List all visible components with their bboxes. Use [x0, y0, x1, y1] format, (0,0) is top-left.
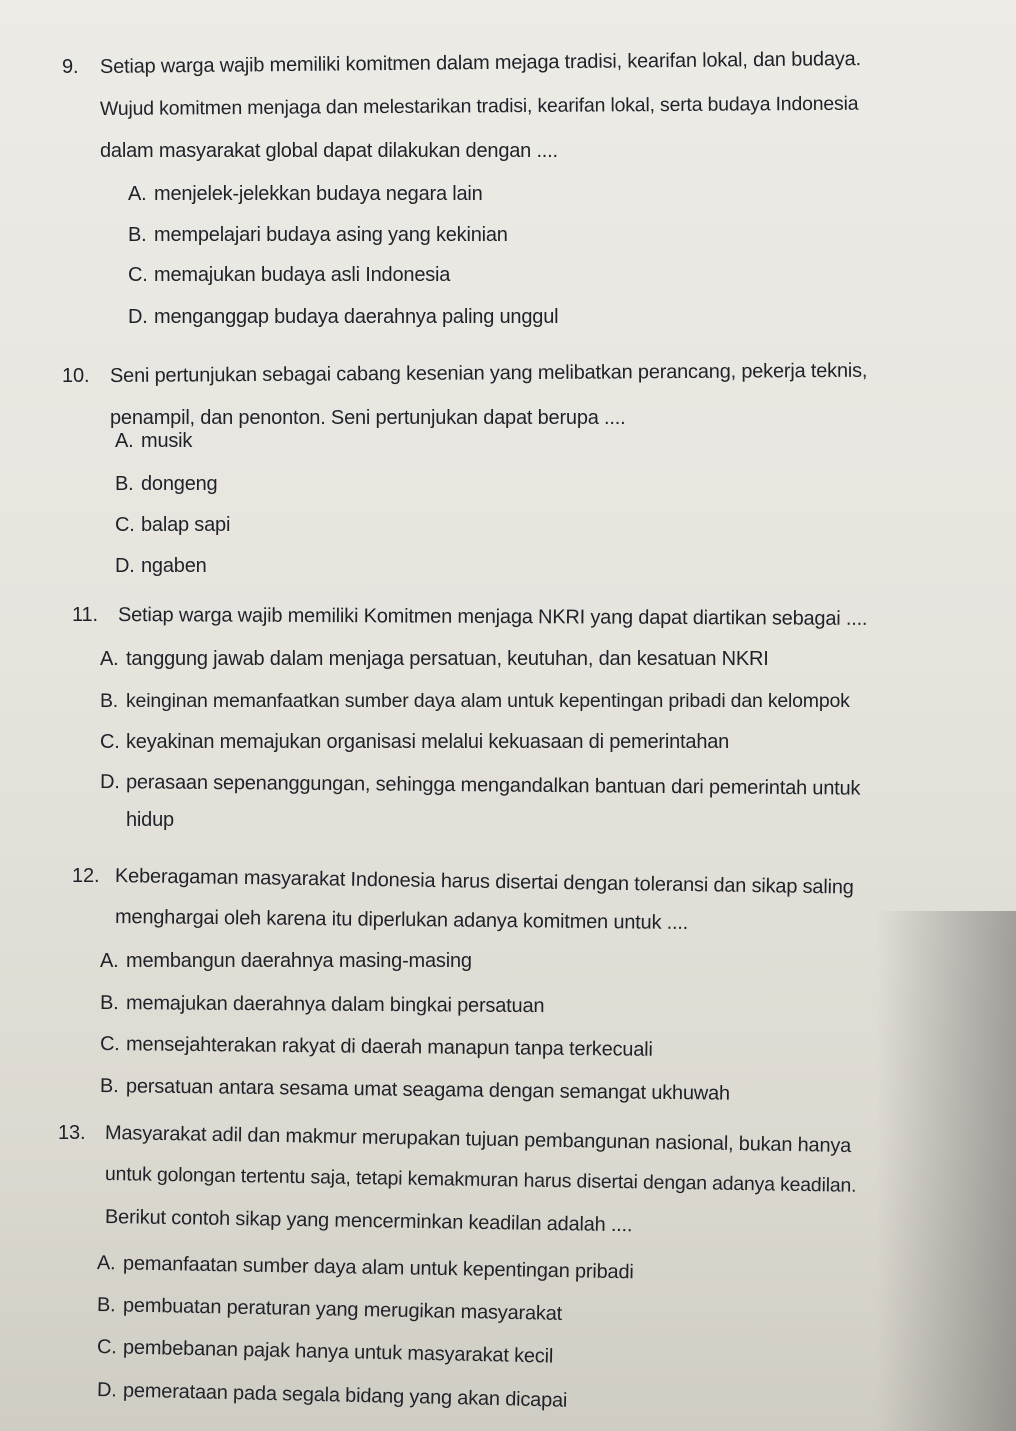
option-text: mempelajari budaya asing yang kekinian [154, 224, 508, 246]
question-stem-line: dalam masyarakat global dapat dilakukan dengan .... [100, 140, 558, 162]
option-text: menganggap budaya daerahnya paling unggul [154, 306, 559, 328]
question-stem-line: Setiap warga wajib memiliki Komitmen menjaga NKRI yang dapat diartikan sebagai .... [117, 604, 868, 630]
option-label: D. [96, 1379, 117, 1402]
option-d-continuation: hidup [126, 809, 174, 831]
option-label: C. [99, 1033, 120, 1056]
option-b[interactable] [97, 1294, 562, 1326]
option-d[interactable] [97, 1379, 568, 1413]
option-label: B. [99, 1075, 119, 1098]
option-a[interactable] [128, 183, 483, 206]
option-d[interactable] [100, 1075, 730, 1106]
option-label: A. [100, 648, 119, 670]
option-label: A. [115, 430, 134, 452]
option-c[interactable] [128, 264, 450, 287]
option-label: D. [128, 306, 148, 328]
option-b[interactable] [100, 690, 850, 713]
option-label: C. [100, 731, 120, 753]
option-text: keyakinan memajukan organisasi melalui kekuasaan di pemerintahan [126, 731, 730, 753]
option-text: perasaan sepenanggungan, sehingga mengandalkan bantuan dari pemerintah untuk [125, 771, 861, 800]
option-label: A. [100, 950, 119, 972]
question-stem-line: Berikut contoh sikap yang mencerminkan keadilan adalah .... [104, 1206, 633, 1237]
option-c[interactable] [115, 514, 230, 537]
option-label: B. [100, 690, 119, 712]
option-c[interactable] [100, 1033, 653, 1062]
option-label: A. [96, 1252, 116, 1275]
option-text: pembebanan pajak hanya untuk masyarakat kecil [122, 1336, 554, 1368]
option-d[interactable] [128, 306, 558, 329]
option-a[interactable] [97, 1252, 634, 1284]
option-text: membangun daerahnya masing-masing [126, 950, 472, 972]
option-text: memajukan budaya asli Indonesia [154, 264, 451, 286]
option-text: mensejahterakan rakyat di daerah manapun tanpa terkecuali [125, 1033, 653, 1061]
question-stem-line: Wujud komitmen menjaga dan melestarikan tradisi, kearifan lokal, serta budaya Indonesia [99, 92, 859, 120]
option-a[interactable] [100, 950, 472, 973]
option-d[interactable] [100, 771, 860, 801]
option-text: tanggung jawab dalam menjaga persatuan, keutuhan, dan kesatuan NKRI [126, 648, 769, 670]
question-stem-line: penampil, dan penonton. Seni pertunjukan dapat berupa .... [110, 407, 626, 429]
option-text: keinginan memanfaatkan sumber daya alam untuk kepentingan pribadi dan kelompok [126, 690, 850, 712]
option-text: pemanfaatan sumber daya alam untuk kepentingan pribadi [122, 1252, 634, 1284]
option-label: B. [115, 473, 134, 495]
option-a[interactable] [100, 648, 769, 671]
question-stem-line: Keberagaman masyarakat Indonesia harus disertai dengan toleransi dan sikap saling [114, 865, 854, 899]
question-number: 13. [58, 1122, 86, 1144]
option-label: B. [99, 992, 119, 1015]
option-label: C. [96, 1336, 117, 1359]
question-stem-line: untuk golongan tertentu saja, tetapi kemakmuran harus disertai dengan adanya keadilan. [104, 1163, 857, 1197]
option-text: pemerataan pada segala bidang yang akan dicapai [122, 1379, 568, 1412]
option-label: B. [96, 1294, 116, 1317]
question-stem-line: Seni pertunjukan sebagai cabang kesenian yang melibatkan perancang, pekerja teknis, [109, 359, 868, 387]
option-b[interactable] [128, 224, 508, 247]
question-number: 11. [72, 604, 99, 626]
option-text: menjelek-jelekkan budaya negara lain [154, 183, 483, 205]
option-text: ngaben [141, 555, 207, 577]
option-label: A. [128, 183, 147, 205]
option-c[interactable] [100, 731, 729, 754]
option-text: dongeng [141, 473, 218, 495]
option-text: pembuatan peraturan yang merugikan masyarakat [122, 1294, 563, 1325]
question-stem-line: Masyarakat adil dan makmur merupakan tujuan pembangunan nasional, bukan hanya [104, 1122, 852, 1158]
option-text: memajukan daerahnya dalam bingkai persatuan [125, 992, 545, 1018]
option-label: D. [99, 771, 120, 794]
question-number: 10. [62, 365, 90, 387]
option-label: C. [115, 514, 135, 536]
option-d[interactable] [115, 555, 207, 578]
question-number: 9. [62, 56, 79, 78]
option-label: C. [128, 264, 148, 286]
option-text: balap sapi [141, 514, 231, 536]
option-label: B. [128, 224, 147, 246]
option-text: musik [141, 430, 193, 452]
option-c[interactable] [97, 1336, 554, 1369]
question-stem-line: menghargai oleh karena itu diperlukan adanya komitmen untuk .... [114, 906, 689, 935]
question-number: 12. [72, 865, 100, 887]
page-shadow [876, 911, 1016, 1431]
option-a[interactable] [115, 430, 192, 453]
option-b[interactable] [115, 473, 217, 496]
option-label: D. [115, 555, 135, 577]
option-b[interactable] [100, 992, 544, 1018]
option-text: persatuan antara sesama umat seagama dengan semangat ukhuwah [125, 1075, 731, 1105]
question-stem-line: Setiap warga wajib memiliki komitmen dalam mejaga tradisi, kearifan lokal, dan budaya. [99, 48, 862, 78]
